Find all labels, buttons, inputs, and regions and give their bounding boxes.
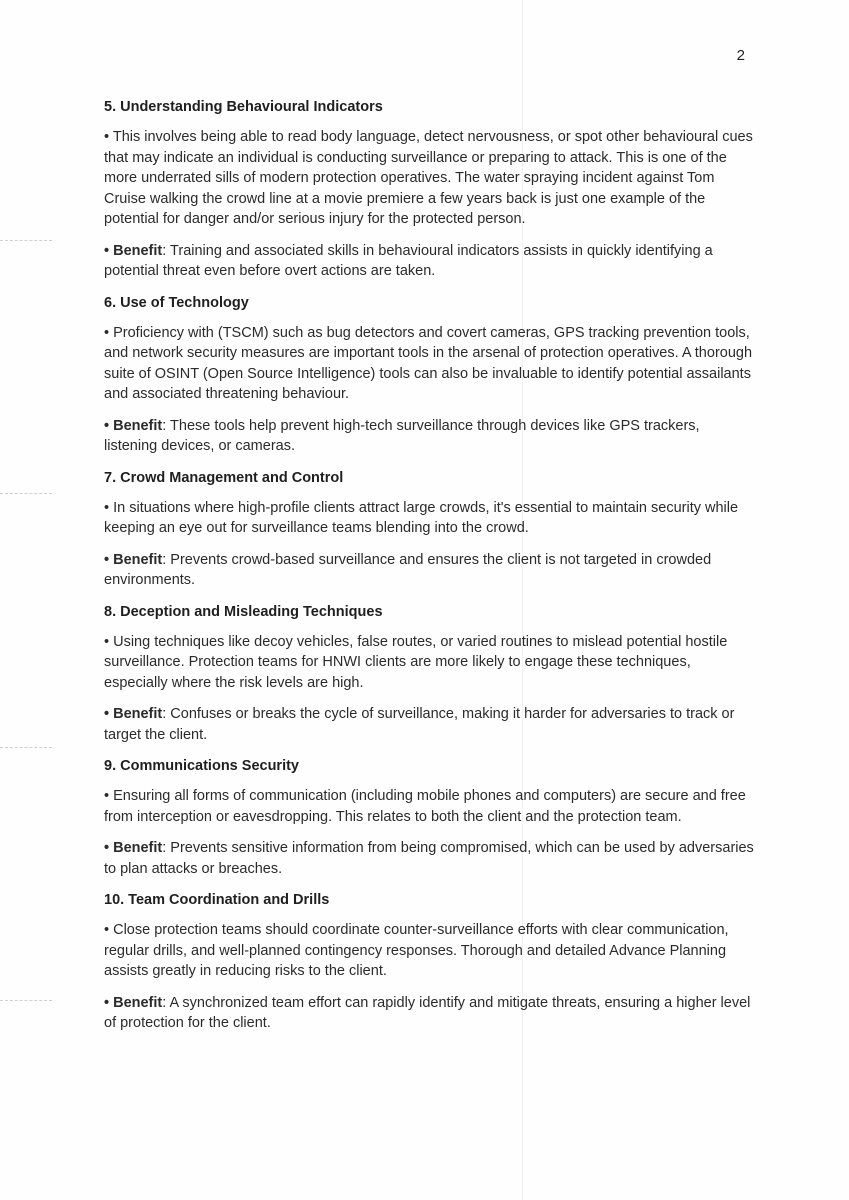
section-point: • Using techniques like decoy vehicles, false routes, or varied routines to mislead potential hostile surveillance. Protection teams for HNWI clients are more likely to engage these techniques, especially where the risk levels are high. — [104, 633, 728, 691]
section-behavioural-indicators — [104, 97, 754, 282]
document-body — [104, 97, 754, 1045]
section-deception-techniques — [104, 602, 754, 746]
margin-mark — [0, 747, 52, 748]
benefit-text: : These tools help prevent high-tech surveillance through devices like GPS trackers, listening devices, or cameras. — [104, 417, 700, 454]
section-heading: 8. Deception and Misleading Techniques — [104, 603, 383, 620]
benefit-label: • Benefit — [104, 706, 163, 722]
margin-mark — [0, 1000, 52, 1001]
section-team-coordination — [104, 890, 754, 1034]
benefit-text: : Confuses or breaks the cycle of surveillance, making it harder for adversaries to track or target the client. — [104, 706, 735, 743]
benefit-label: • Benefit — [104, 242, 163, 259]
benefit-label: • Benefit — [104, 840, 163, 856]
benefit-text: : Prevents sensitive information from being compromised, which can be used by adversaries to plan attacks or breaches. — [104, 840, 754, 877]
section-heading: 9. Communications Security — [104, 758, 299, 774]
benefit-label: • Benefit — [104, 994, 163, 1011]
section-point: • Close protection teams should coordinate counter-surveillance efforts with clear communication, regular drills, and well-planned contingency responses. Thorough and detailed Advance Planning assists greatly in reducing risks to the client. — [104, 922, 729, 979]
margin-mark — [0, 493, 52, 494]
section-heading: 6. Use of Technology — [104, 294, 249, 311]
section-point: • In situations where high-profile clients attract large crowds, it's essential to maintain security while keeping an eye out for surveillance teams blending into the crowd. — [104, 499, 739, 536]
section-use-of-technology — [104, 293, 754, 457]
section-heading: 10. Team Coordination and Drills — [104, 892, 330, 908]
section-benefit — [104, 416, 754, 457]
section-point: • This involves being able to read body language, detect nervousness, or spot other behavioural cues that may indicate an individual is conducting surveillance or preparing to attack. This is one of the more underrated sills of modern protection operatives. The water spraying incident against Tom Cruise walking the crowd line at a movie premiere a few years back is just one example of the potential for danger and/or serious injury for the protected person. — [104, 129, 753, 227]
benefit-label: • Benefit — [104, 417, 163, 434]
section-point: • Ensuring all forms of communication (including mobile phones and computers) are secure and free from interception or eavesdropping. This relates to both the client and the protection team. — [104, 788, 746, 825]
section-benefit — [104, 550, 754, 591]
section-benefit — [104, 704, 754, 745]
section-crowd-management — [104, 468, 754, 591]
benefit-text: : Training and associated skills in behavioural indicators assists in quickly identifying a potential threat even before overt actions are taken. — [104, 242, 713, 279]
section-benefit — [104, 993, 754, 1034]
section-communications-security — [104, 756, 754, 879]
section-heading: 7. Crowd Management and Control — [104, 469, 344, 486]
benefit-text: : A synchronized team effort can rapidly identify and mitigate threats, ensuring a higher level of protection for the client. — [104, 994, 751, 1031]
page-number: 2 — [736, 47, 745, 64]
section-benefit — [104, 241, 754, 282]
benefit-text: : Prevents crowd-based surveillance and ensures the client is not targeted in crowded environments. — [104, 551, 712, 588]
section-benefit — [104, 838, 754, 879]
section-point: • Proficiency with (TSCM) such as bug detectors and covert cameras, GPS tracking prevention tools, and network security measures are important tools in the arsenal of protection operatives. A thorough suite of OSINT (Open Source Intelligence) tools can also be invaluable to identify potential assailants and associated threatening behaviour. — [104, 324, 753, 402]
margin-mark — [0, 240, 52, 241]
section-heading: 5. Understanding Behavioural Indicators — [104, 99, 383, 115]
benefit-label: • Benefit — [104, 551, 163, 568]
